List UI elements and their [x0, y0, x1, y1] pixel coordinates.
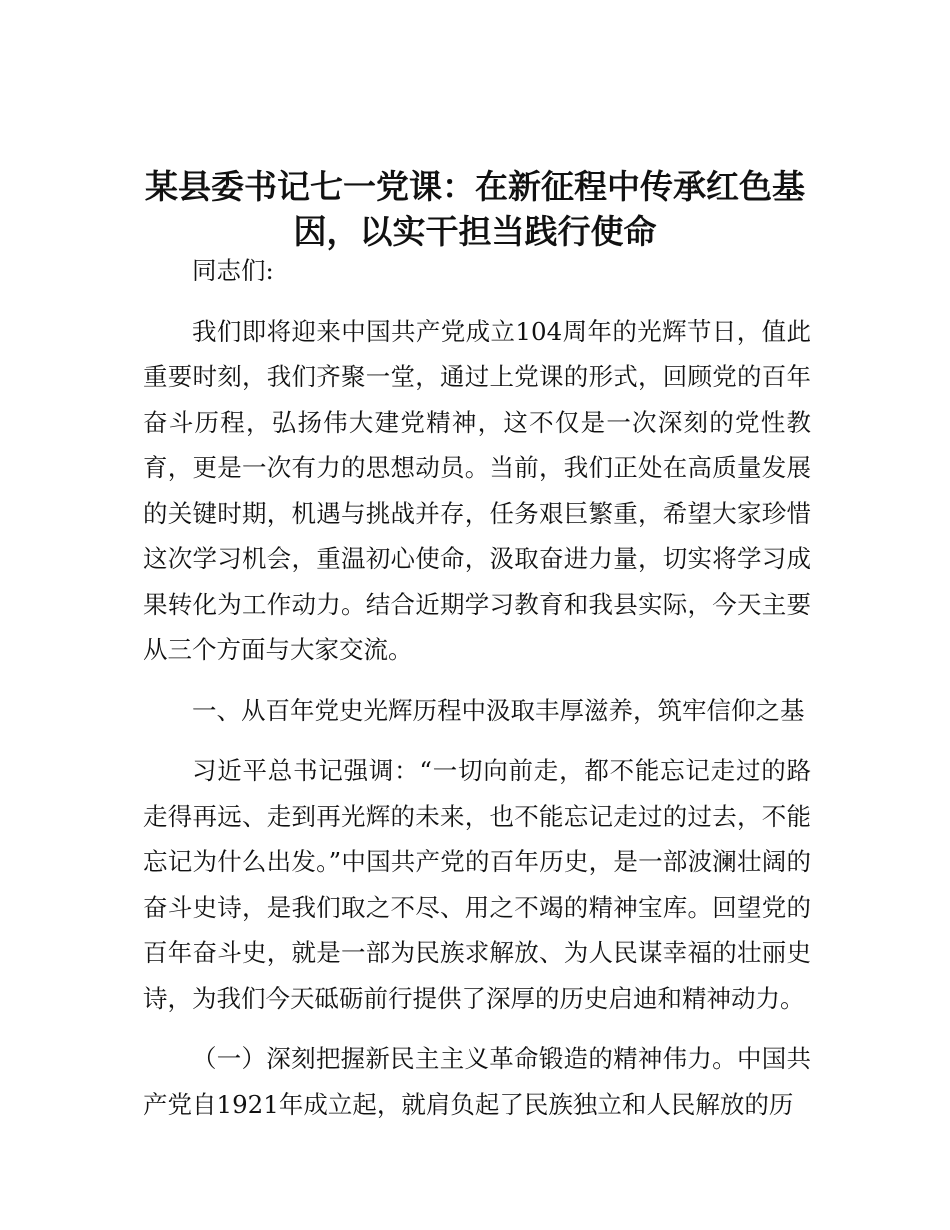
salutation: 同志们:	[192, 256, 274, 285]
quote-paragraph: 习近平总书记强调：“一切向前走，都不能忘记走过的路走得再远、走到再光辉的未来，也不能忘记走过的过去，不能忘记为什么出发。”中国共产党的百年历史，是一部波澜壮阔的奋斗史诗，是我们取之不尽、用之不竭的精神宝库。回望党的百年奋斗史，就是一部为民族求解放、为人民谋幸福的壮丽史诗，为我们今天砥砺前行提供了深厚的历史启迪和精神动力。	[143, 756, 811, 1013]
document-title: 某县委书记七一党课：在新征程中传承红色基因，以实干担当践行使命	[145, 167, 805, 251]
subsection-paragraph-1: （一）深刻把握新民主主义革命锻造的精神伟力。中国共产党自1921年成立起，就肩负起了民族独立和人民解放的历	[143, 1044, 811, 1119]
intro-paragraph: 我们即将迎来中国共产党成立104周年的光辉节日，值此重要时刻，我们齐聚一堂，通过上党课的形式，回顾党的百年奋斗历程，弘扬伟大建党精神，这不仅是一次深刻的党性教育，更是一次有力的思想动员。当前，我们正处在高质量发展的关键时期，机遇与挑战并存，任务艰巨繁重，希望大家珍惜这次学习机会，重温初心使命，汲取奋进力量，切实将学习成果转化为工作动力。结合近期学习教育和我县实际，今天主要从三个方面与大家交流。	[143, 316, 811, 664]
document-body	[143, 248, 811, 1127]
section-heading-1: 一、从百年党史光辉历程中汲取丰厚滋养，筑牢信仰之基	[192, 695, 805, 725]
